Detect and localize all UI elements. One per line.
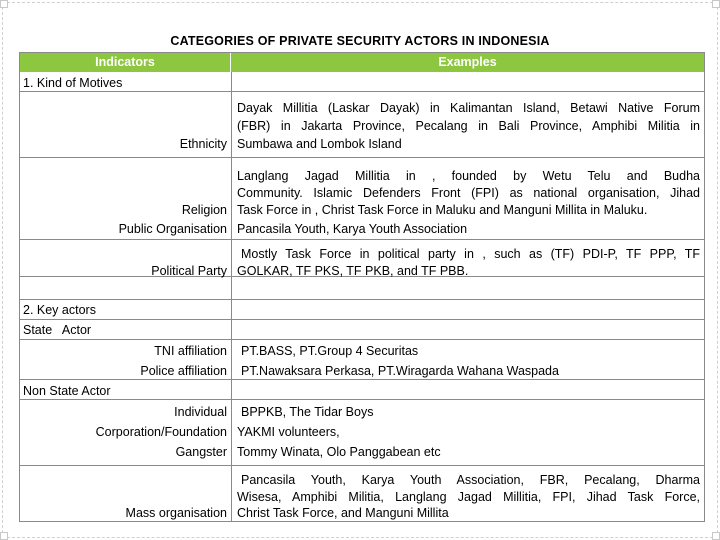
example-police-affiliation: PT.Nawaksara Perkasa, PT.Wiragarda Wahana Waspada [241, 364, 559, 378]
example-religion-line-1: Langlang Jagad Millitia in , founded by Wetu Telu and Budha [237, 169, 700, 183]
row-divider [20, 319, 704, 320]
row-divider [20, 91, 704, 92]
row-divider [20, 299, 704, 300]
indicator-gangster: Gangster [175, 445, 227, 459]
header-indicators: Indicators [20, 53, 231, 72]
indicator-political-party: Political Party [151, 264, 227, 278]
section-motives: 1. Kind of Motives [23, 76, 123, 90]
section-key-actors: 2. Key actors [23, 303, 96, 317]
row-divider [20, 239, 704, 240]
row-divider [20, 399, 704, 400]
row-divider [20, 157, 704, 158]
example-gangster: Tommy Winata, Olo Panggabean etc [237, 445, 441, 459]
section-non-state-actor: Non State Actor [23, 384, 111, 398]
page-title: CATEGORIES OF PRIVATE SECURITY ACTORS IN INDONESIA [170, 34, 550, 48]
row-divider [20, 339, 704, 340]
section-state-actor: State Actor [23, 323, 92, 337]
header-examples: Examples [438, 55, 497, 69]
example-religion-line-2: Community. Islamic Defenders Front (FPI) as national organisation, Jihad [237, 186, 700, 200]
row-divider [20, 465, 704, 466]
indicator-individual: Individual [174, 405, 227, 419]
corner-handle [0, 532, 8, 540]
corner-handle [712, 532, 720, 540]
example-mass-organisation-line-2: Wisesa, Amphibi Militia, Langlang Jagad Millitia, FPI, Jihad Task Force, [237, 490, 700, 504]
example-tni-affiliation: PT.BASS, PT.Group 4 Securitas [241, 344, 419, 358]
example-mass-organisation-line-1: Pancasila Youth, Karya Youth Association, FBR, Pecalang, Dharma [241, 473, 700, 487]
indicator-ethnicity: Ethnicity [179, 137, 227, 151]
example-ethnicity-line-3: Sumbawa and Lombok Island [237, 137, 402, 151]
indicator-religion: Religion [181, 203, 227, 217]
example-corporation-foundation: YAKMI volunteers, [237, 425, 340, 439]
example-political-party-line-1: Mostly Task Force in political party in , such as (TF) PDI-P, TF PPP, TF [241, 247, 700, 261]
indicator-police-affiliation: Police affiliation [140, 364, 227, 378]
corner-handle [712, 0, 720, 8]
example-ethnicity-line-2: (FBR) in Jakarta Province, Pecalang in Bali Province, Amphibi Militia in [237, 119, 700, 133]
corner-handle [0, 0, 8, 8]
example-political-party-line-2: GOLKAR, TF PKS, TF PKB, and TF PBB. [237, 264, 469, 278]
indicator-public-organisation: Public Organisation [118, 222, 227, 236]
indicator-mass-organisation: Mass organisation [125, 506, 227, 520]
example-individual: BPPKB, The Tidar Boys [241, 405, 374, 419]
indicator-tni-affiliation: TNI affiliation [154, 344, 227, 358]
example-public-organisation: Pancasila Youth, Karya Youth Association [237, 222, 468, 236]
categories-table [19, 52, 705, 522]
example-ethnicity-line-1: Dayak Millitia (Laskar Dayak) in Kalimantan Island, Betawi Native Forum [237, 101, 700, 115]
column-divider [231, 72, 232, 522]
indicator-corporation-foundation: Corporation/Foundation [95, 425, 227, 439]
table-header [20, 53, 704, 72]
example-mass-organisation-line-3: Christ Task Force, and Manguni Millita [237, 506, 449, 520]
example-religion-line-3: Task Force in , Christ Task Force in Maluku and Manguni Millita in Maluku. [237, 203, 648, 217]
row-divider [20, 379, 704, 380]
